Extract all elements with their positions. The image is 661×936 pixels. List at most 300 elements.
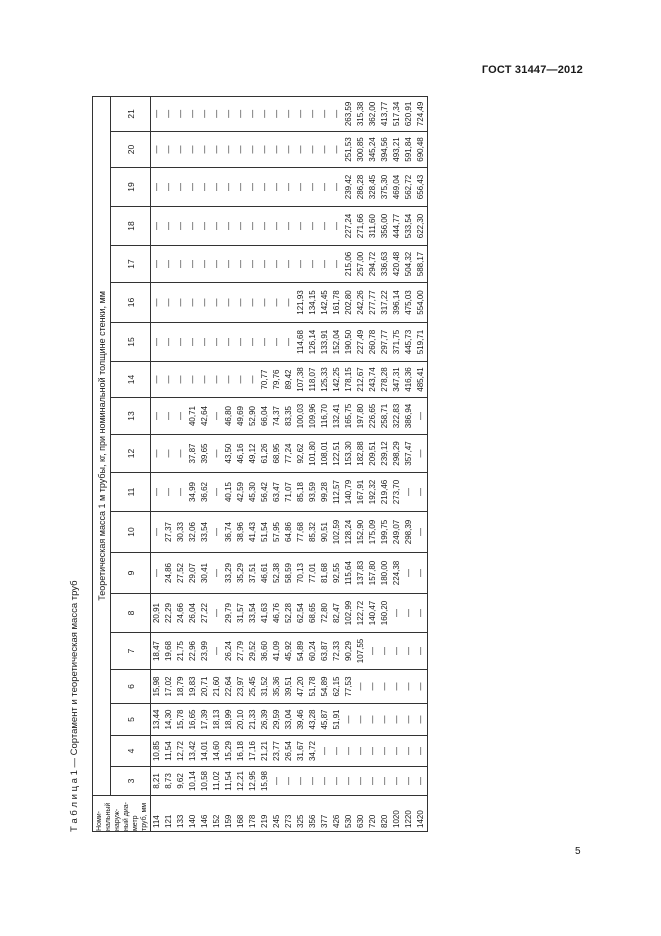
mass-cell: 311,60: [367, 207, 379, 246]
mass-cell: —: [415, 473, 428, 512]
mass-cell: —: [151, 246, 164, 283]
mass-cell: 41,63: [259, 594, 271, 633]
mass-cell: 31,67: [295, 736, 307, 767]
mass-cell: 212,67: [355, 362, 367, 398]
mass-cell: 57,95: [271, 512, 283, 553]
mass-cell: 8,21: [151, 767, 164, 796]
mass-cell: —: [199, 323, 211, 362]
mass-cell: —: [331, 168, 343, 207]
mass-cell: 157,80: [367, 553, 379, 594]
table-row: [355, 96, 367, 831]
mass-cell: —: [307, 168, 319, 207]
mass-cell: 165,75: [343, 398, 355, 435]
mass-cell: —: [163, 473, 175, 512]
mass-cell: —: [235, 168, 247, 207]
mass-cell: 21,75: [175, 633, 187, 670]
mass-cell: 16,18: [235, 736, 247, 767]
mass-cell: 27,52: [175, 553, 187, 594]
mass-cell: 102,99: [343, 594, 355, 633]
diameter-cell: 426: [331, 796, 343, 832]
mass-cell: 63,47: [271, 473, 283, 512]
mass-cell: 690,48: [415, 132, 428, 168]
mass-cell: 52,90: [247, 398, 259, 435]
table-row: [379, 96, 391, 831]
mass-cell: 36,60: [259, 633, 271, 670]
mass-cell: —: [367, 670, 379, 704]
mass-cell: 52,38: [271, 553, 283, 594]
mass-cell: 29,79: [223, 594, 235, 633]
mass-cell: —: [283, 767, 295, 796]
table-row: [343, 96, 355, 831]
mass-cell: —: [211, 283, 223, 323]
mass-cell: —: [271, 207, 283, 246]
thickness-header-13: 13: [111, 398, 151, 435]
mass-cell: 112,57: [331, 473, 343, 512]
mass-cell: —: [163, 207, 175, 246]
mass-cell: 375,30: [379, 168, 391, 207]
mass-cell: —: [235, 246, 247, 283]
mass-cell: 49,69: [235, 398, 247, 435]
mass-cell: 416,36: [403, 362, 415, 398]
mass-cell: —: [259, 246, 271, 283]
mass-cell: 42,59: [235, 473, 247, 512]
mass-cell: 328,45: [367, 168, 379, 207]
mass-cell: 18,13: [211, 704, 223, 736]
rotated-table-block: [65, 95, 430, 832]
mass-cell: —: [415, 512, 428, 553]
mass-cell: 64,86: [283, 512, 295, 553]
mass-cell: 322,83: [391, 398, 403, 435]
mass-cell: 277,77: [367, 283, 379, 323]
mass-cell: —: [415, 767, 428, 796]
mass-cell: 142,25: [331, 362, 343, 398]
mass-cell: 11,02: [211, 767, 223, 796]
table-row: [187, 96, 199, 831]
mass-cell: 107,55: [355, 633, 367, 670]
mass-cell: —: [211, 633, 223, 670]
mass-cell: —: [379, 704, 391, 736]
mass-cell: —: [223, 132, 235, 168]
mass-cell: 493,21: [391, 132, 403, 168]
mass-cell: —: [223, 283, 235, 323]
mass-cell: —: [307, 767, 319, 796]
mass-cell: 209,51: [367, 435, 379, 473]
mass-cell: —: [247, 323, 259, 362]
diameter-cell: 121: [163, 796, 175, 832]
mass-cell: 77,68: [295, 512, 307, 553]
mass-cell: 27,79: [235, 633, 247, 670]
mass-cell: —: [151, 512, 164, 553]
mass-cell: 317,22: [379, 283, 391, 323]
header-row-titles: [93, 96, 111, 831]
diameter-cell: 377: [319, 796, 331, 832]
mass-cell: —: [223, 362, 235, 398]
mass-cell: 92,62: [295, 435, 307, 473]
mass-cell: —: [415, 594, 428, 633]
mass-cell: 37,87: [187, 435, 199, 473]
mass-cell: —: [319, 207, 331, 246]
mass-cell: 656,43: [415, 168, 428, 207]
mass-cell: 591,84: [403, 132, 415, 168]
diameter-cell: 159: [223, 796, 235, 832]
mass-cell: 251,53: [343, 132, 355, 168]
mass-cell: —: [163, 246, 175, 283]
mass-cell: —: [271, 323, 283, 362]
thickness-header-3: 3: [111, 767, 151, 796]
mass-cell: —: [391, 704, 403, 736]
mass-cell: —: [247, 246, 259, 283]
mass-cell: 11,54: [163, 736, 175, 767]
mass-cell: 294,72: [367, 246, 379, 283]
mass-cell: —: [355, 704, 367, 736]
mass-cell: 420,48: [391, 246, 403, 283]
mass-cell: —: [163, 168, 175, 207]
mass-cell: 485,41: [415, 362, 428, 398]
diameter-cell: 630: [355, 796, 367, 832]
mass-cell: 100,03: [295, 398, 307, 435]
mass-cell: 14,01: [199, 736, 211, 767]
mass-cell: —: [295, 767, 307, 796]
mass-cell: —: [403, 736, 415, 767]
mass-cell: —: [175, 283, 187, 323]
mass-cell: —: [211, 362, 223, 398]
mass-cell: —: [379, 633, 391, 670]
diameter-cell: 140: [187, 796, 199, 832]
table-row: [367, 96, 379, 831]
mass-cell: 31,57: [235, 594, 247, 633]
table-head: [93, 96, 151, 831]
mass-cell: 239,42: [343, 168, 355, 207]
mass-cell: —: [331, 246, 343, 283]
mass-cell: —: [379, 767, 391, 796]
table-row: [211, 96, 223, 831]
mass-cell: 82,47: [331, 594, 343, 633]
mass-cell: 62,15: [331, 670, 343, 704]
mass-cell: 249,07: [391, 512, 403, 553]
mass-cell: 22,96: [187, 633, 199, 670]
mass-cell: 83,35: [283, 398, 295, 435]
mass-cell: —: [379, 736, 391, 767]
mass-cell: —: [259, 207, 271, 246]
mass-cell: 116,70: [319, 398, 331, 435]
mass-cell: 47,20: [295, 670, 307, 704]
mass-cell: 90,51: [319, 512, 331, 553]
mass-cell: —: [319, 736, 331, 767]
mass-cell: 24,86: [163, 553, 175, 594]
mass-cell: —: [295, 132, 307, 168]
mass-cell: 33,54: [247, 594, 259, 633]
mass-cell: 161,78: [331, 283, 343, 323]
mass-cell: —: [307, 96, 319, 131]
mass-cell: —: [391, 633, 403, 670]
mass-cell: —: [259, 168, 271, 207]
mass-cell: 43,28: [307, 704, 319, 736]
thickness-header-5: 5: [111, 704, 151, 736]
mass-cell: 128,24: [343, 512, 355, 553]
mass-cell: —: [235, 132, 247, 168]
mass-cell: 45,87: [319, 704, 331, 736]
document-code: ГОСТ 31447—2012: [481, 64, 583, 76]
mass-cell: 197,80: [355, 398, 367, 435]
mass-cell: 315,38: [355, 96, 367, 131]
mass-cell: 533,54: [403, 207, 415, 246]
mass-cell: —: [199, 96, 211, 131]
mass-cell: 85,18: [295, 473, 307, 512]
diameter-cell: 720: [367, 796, 379, 832]
mass-cell: 26,39: [259, 704, 271, 736]
mass-cell: 23,99: [199, 633, 211, 670]
mass-cell: 26,24: [223, 633, 235, 670]
table-row: [319, 96, 331, 831]
mass-cell: —: [283, 323, 295, 362]
mass-cell: —: [271, 168, 283, 207]
mass-cell: 227,24: [343, 207, 355, 246]
mass-cell: 178,15: [343, 362, 355, 398]
mass-cell: —: [283, 168, 295, 207]
mass-cell: 20,10: [235, 704, 247, 736]
mass-cell: 46,61: [259, 553, 271, 594]
mass-cell: 243,74: [367, 362, 379, 398]
mass-cell: —: [355, 736, 367, 767]
table-row: [163, 96, 175, 831]
diameter-cell: 1220: [403, 796, 415, 832]
mass-cell: —: [187, 246, 199, 283]
mass-cell: —: [403, 553, 415, 594]
mass-cell: 29,59: [271, 704, 283, 736]
mass-cell: —: [211, 246, 223, 283]
mass-cell: —: [391, 736, 403, 767]
mass-cell: 40,71: [187, 398, 199, 435]
mass-cell: 21,33: [247, 704, 259, 736]
thickness-header-19: 19: [111, 168, 151, 207]
mass-cell: 39,51: [283, 670, 295, 704]
header-row-thicknesses: [111, 96, 151, 831]
mass-cell: 160,20: [379, 594, 391, 633]
mass-cell: —: [271, 283, 283, 323]
mass-cell: —: [415, 736, 428, 767]
mass-cell: 26,04: [187, 594, 199, 633]
mass-cell: —: [223, 323, 235, 362]
mass-cell: 54,89: [295, 633, 307, 670]
mass-cell: —: [175, 473, 187, 512]
mass-cell: 14,60: [211, 736, 223, 767]
mass-cell: —: [319, 767, 331, 796]
mass-cell: —: [199, 168, 211, 207]
mass-cell: 588,17: [415, 246, 428, 283]
mass-cell: 263,59: [343, 96, 355, 131]
mass-cell: 32,06: [187, 512, 199, 553]
mass-cell: —: [175, 398, 187, 435]
mass-cell: 386,94: [403, 398, 415, 435]
diameter-cell: 245: [271, 796, 283, 832]
mass-cell: 17,39: [199, 704, 211, 736]
mass-cell: 107,38: [295, 362, 307, 398]
mass-cell: 62,54: [295, 594, 307, 633]
mass-cell: 137,83: [355, 553, 367, 594]
mass-cell: 224,38: [391, 553, 403, 594]
mass-cell: 362,00: [367, 96, 379, 131]
mass-cell: 37,51: [247, 553, 259, 594]
mass-cell: 79,76: [271, 362, 283, 398]
mass-cell: 23,77: [271, 736, 283, 767]
table-row: [403, 96, 415, 831]
mass-cell: —: [307, 207, 319, 246]
mass-cell: 33,54: [199, 512, 211, 553]
mass-cell: —: [151, 435, 164, 473]
mass-cell: —: [199, 132, 211, 168]
mass-cell: —: [331, 207, 343, 246]
mass-cell: —: [199, 362, 211, 398]
mass-cell: —: [199, 246, 211, 283]
mass-cell: —: [187, 323, 199, 362]
mass-cell: 72,80: [319, 594, 331, 633]
mass-cell: 49,12: [247, 435, 259, 473]
mass-cell: —: [247, 207, 259, 246]
mass-cell: —: [199, 207, 211, 246]
mass-cell: 46,76: [271, 594, 283, 633]
mass-cell: 10,85: [151, 736, 164, 767]
mass-cell: 72,33: [331, 633, 343, 670]
mass-cell: —: [391, 594, 403, 633]
mass-cell: —: [151, 398, 164, 435]
mass-cell: —: [259, 283, 271, 323]
mass-cell: —: [211, 323, 223, 362]
mass-cell: —: [295, 168, 307, 207]
mass-cell: 63,87: [319, 633, 331, 670]
mass-cell: —: [151, 96, 164, 131]
mass-cell: —: [163, 96, 175, 131]
mass-cell: 504,32: [403, 246, 415, 283]
mass-cell: —: [403, 473, 415, 512]
mass-cell: 134,15: [307, 283, 319, 323]
mass-cell: —: [247, 132, 259, 168]
mass-cell: 622,30: [415, 207, 428, 246]
mass-cell: —: [175, 207, 187, 246]
mass-cell: 51,54: [259, 512, 271, 553]
mass-cell: 140,79: [343, 473, 355, 512]
mass-cell: 226,65: [367, 398, 379, 435]
mass-cell: —: [403, 670, 415, 704]
mass-cell: 41,43: [247, 512, 259, 553]
mass-cell: 60,24: [307, 633, 319, 670]
mass-cell: 152,04: [331, 323, 343, 362]
mass-cell: 52,28: [283, 594, 295, 633]
mass-cell: —: [175, 96, 187, 131]
mass-cell: —: [343, 704, 355, 736]
mass-cell: 396,14: [391, 283, 403, 323]
diameter-cell: 178: [247, 796, 259, 832]
mass-cell: 77,53: [343, 670, 355, 704]
mass-cell: 22,64: [223, 670, 235, 704]
mass-cell: 394,56: [379, 132, 391, 168]
mass-cell: —: [319, 246, 331, 283]
mass-cell: 68,95: [271, 435, 283, 473]
mass-cell: 562,72: [403, 168, 415, 207]
mass-cell: —: [187, 207, 199, 246]
table-row: [391, 96, 403, 831]
mass-cell: 39,46: [295, 704, 307, 736]
mass-cell: —: [295, 246, 307, 283]
mass-cell: —: [331, 132, 343, 168]
mass-cell: 298,29: [391, 435, 403, 473]
mass-cell: —: [271, 767, 283, 796]
mass-cell: 25,45: [247, 670, 259, 704]
table-row: [247, 96, 259, 831]
mass-cell: —: [295, 207, 307, 246]
mass-cell: 356,00: [379, 207, 391, 246]
mass-cell: —: [187, 283, 199, 323]
mass-cell: 89,42: [283, 362, 295, 398]
thickness-header-21: 21: [111, 96, 151, 131]
mass-cell: 215,06: [343, 246, 355, 283]
mass-cell: —: [187, 96, 199, 131]
mass-cell: 10,14: [187, 767, 199, 796]
diameter-cell: 356: [307, 796, 319, 832]
mass-cell: 46,16: [235, 435, 247, 473]
mass-cell: —: [187, 132, 199, 168]
mass-cell: —: [211, 96, 223, 131]
mass-cell: 30,33: [175, 512, 187, 553]
thickness-header-16: 16: [111, 283, 151, 323]
mass-cell: 68,65: [307, 594, 319, 633]
mass-cell: 42,64: [199, 398, 211, 435]
mass-cell: 15,98: [259, 767, 271, 796]
thickness-header-8: 8: [111, 594, 151, 633]
mass-cell: 620,91: [403, 96, 415, 131]
mass-cell: 475,03: [403, 283, 415, 323]
mass-cell: 153,30: [343, 435, 355, 473]
mass-cell: —: [235, 323, 247, 362]
diameter-cell: 1020: [391, 796, 403, 832]
mass-cell: 413,77: [379, 96, 391, 131]
mass-cell: 18,99: [223, 704, 235, 736]
mass-cell: —: [415, 670, 428, 704]
mass-cell: —: [211, 512, 223, 553]
mass-cell: 286,28: [355, 168, 367, 207]
mass-cell: —: [211, 168, 223, 207]
mass-cell: 43,50: [223, 435, 235, 473]
mass-cell: 300,85: [355, 132, 367, 168]
mass-cell: 554,00: [415, 283, 428, 323]
thickness-header-17: 17: [111, 246, 151, 283]
mass-cell: —: [211, 207, 223, 246]
mass-cell: —: [331, 767, 343, 796]
mass-cell: —: [223, 207, 235, 246]
mass-cell: 54,89: [319, 670, 331, 704]
mass-cell: 108,01: [319, 435, 331, 473]
mass-cell: 227,49: [355, 323, 367, 362]
mass-cell: —: [403, 767, 415, 796]
table-row: [151, 96, 164, 831]
mass-cell: 77,01: [307, 553, 319, 594]
mass-cell: 36,74: [223, 512, 235, 553]
mass-cell: 126,14: [307, 323, 319, 362]
mass-cell: —: [319, 96, 331, 131]
diameter-cell: 273: [283, 796, 295, 832]
mass-cell: 45,30: [247, 473, 259, 512]
mass-cell: 99,28: [319, 473, 331, 512]
mass-cell: —: [163, 435, 175, 473]
mass-cell: —: [187, 168, 199, 207]
mass-cell: 219,46: [379, 473, 391, 512]
diameter-cell: 820: [379, 796, 391, 832]
mass-cell: —: [247, 283, 259, 323]
mass-cell: 152,90: [355, 512, 367, 553]
mass-cell: 357,47: [403, 435, 415, 473]
mass-cell: 114,68: [295, 323, 307, 362]
mass-cell: 16,65: [187, 704, 199, 736]
mass-cell: 15,78: [175, 704, 187, 736]
